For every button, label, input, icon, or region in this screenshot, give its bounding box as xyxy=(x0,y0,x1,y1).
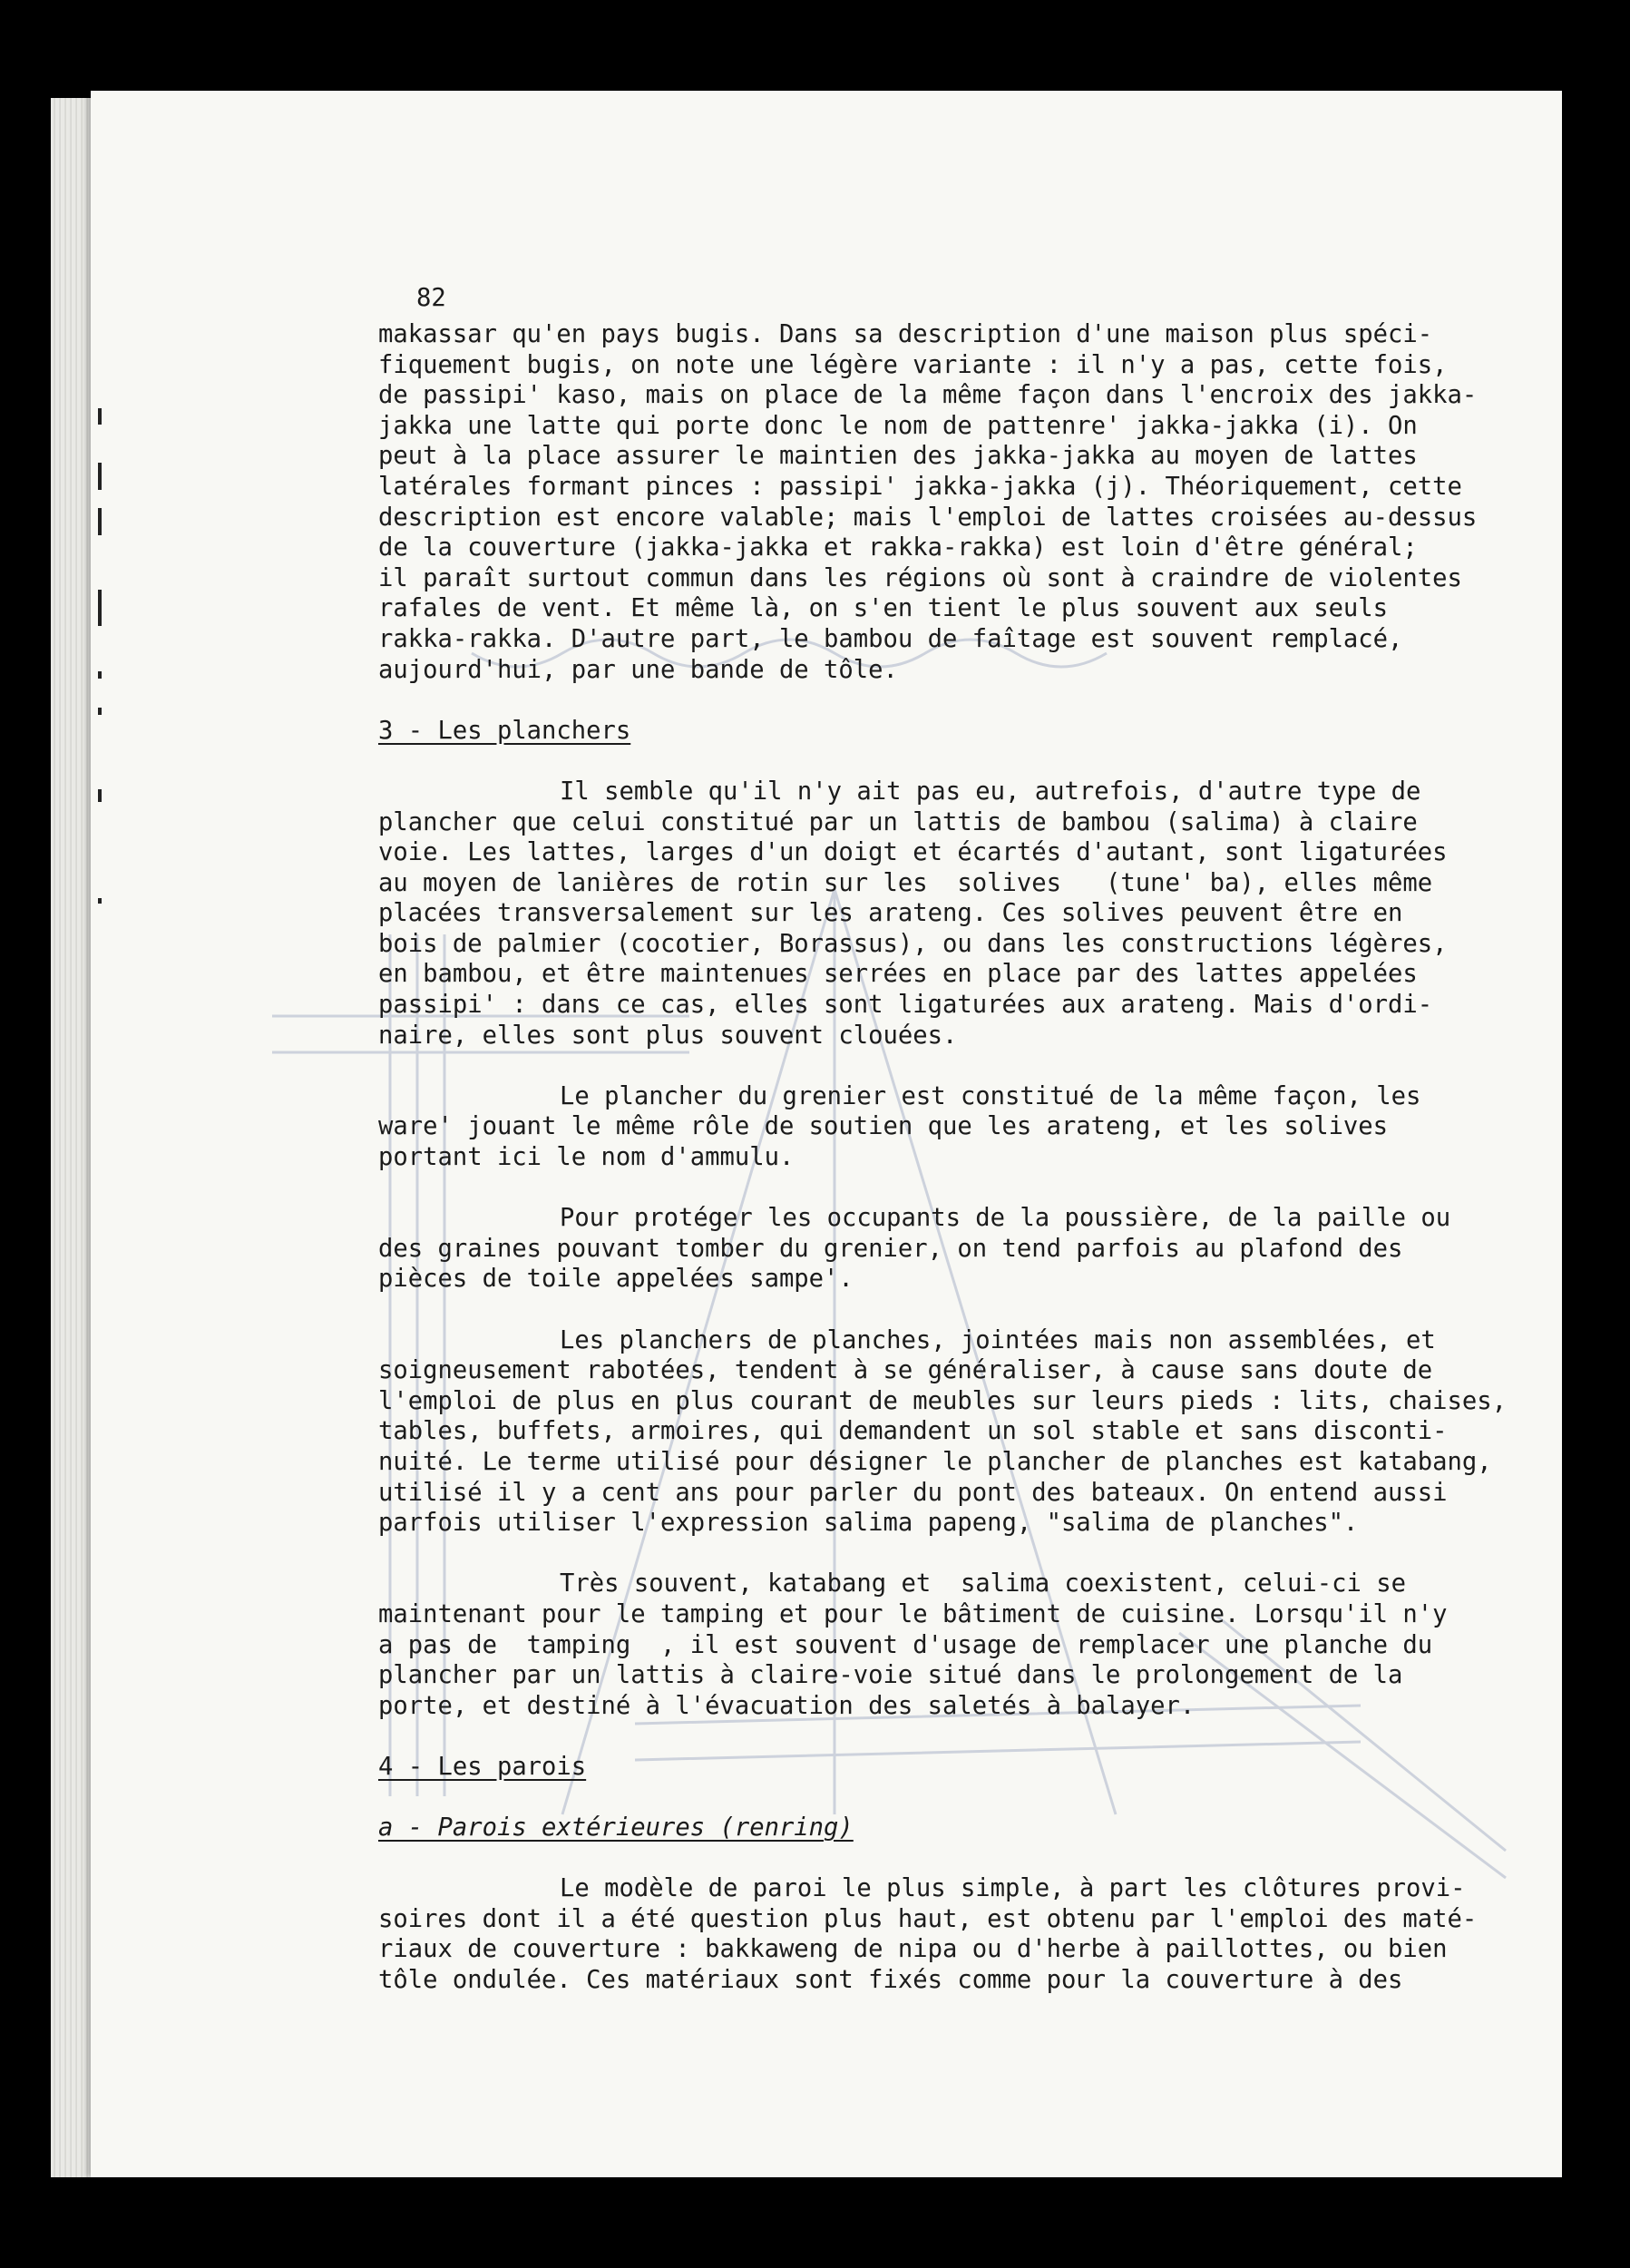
text-line: naire, elles sont plus souvent clouées. xyxy=(378,1021,958,1050)
text-line: porte, et destiné à l'évacuation des saletés à balayer. xyxy=(378,1691,1196,1720)
text-line: passipi' : dans ce cas, elles sont ligaturées aux arateng. Mais d'ordi- xyxy=(378,991,1433,1020)
text-line: Pour protéger les occupants de la poussière, de la paille ou xyxy=(560,1204,1451,1233)
text-line: Très souvent, katabang et salima coexistent, celui-ci se xyxy=(560,1569,1406,1598)
text-line: en bambou, et être maintenues serrées en place par des lattes appelées xyxy=(378,960,1418,989)
planchers-paragraph-4 xyxy=(378,1325,1507,1539)
text-line: riaux de couverture : bakkaweng de nipa ou d'herbe à paillottes, ou bien xyxy=(378,1935,1448,1964)
parois-paragraph-1 xyxy=(378,1873,1503,1995)
text-line: il paraît surtout commun dans les régions où sont à craindre de violentes xyxy=(378,563,1462,592)
text-line: ware' jouant le même rôle de soutien que les arateng, et les solives xyxy=(378,1112,1389,1141)
page-number: 82 xyxy=(416,284,446,312)
text-line: pièces de toile appelées sampe'. xyxy=(378,1265,854,1294)
intro-paragraph xyxy=(378,319,1503,685)
text-line: soires dont il a été question plus haut, est obtenu par l'emploi des maté- xyxy=(378,1904,1478,1933)
document-body xyxy=(378,319,1507,1996)
text-line: tôle ondulée. Ces matériaux sont fixés comme pour la couverture à des xyxy=(378,1966,1403,1995)
section-heading-parois: 4 - Les parois xyxy=(378,1752,587,1781)
subsection-heading-parois-exterieures: a - Parois extérieures (renring) xyxy=(378,1813,854,1843)
text-line: voie. Les lattes, larges d'un doigt et écartés d'autant, sont ligaturées xyxy=(378,838,1448,867)
text-line: latérales formant pinces : passipi' jakka-jakka (j). Théoriquement, cette xyxy=(378,472,1462,501)
text-line: makassar qu'en pays bugis. Dans sa description d'une maison plus spéci- xyxy=(378,320,1433,348)
text-line: plancher par un lattis à claire-voie situé dans le prolongement de la xyxy=(378,1661,1403,1690)
text-line: nuité. Le terme utilisé pour désigner le plancher de planches est katabang, xyxy=(378,1447,1492,1476)
text-line: rakka-rakka. D'autre part, le bambou de faîtage est souvent remplacé, xyxy=(378,624,1403,653)
text-line: fiquement bugis, on note une légère variante : il n'y a pas, cette fois, xyxy=(378,350,1448,379)
text-line: des graines pouvant tomber du grenier, on tend parfois au plafond des xyxy=(378,1234,1403,1263)
text-line: description est encore valable; mais l'emploi de lattes croisées au-dessus xyxy=(378,503,1478,532)
text-line: aujourd'hui, par une bande de tôle. xyxy=(378,655,898,684)
text-line: plancher que celui constitué par un lattis de bambou (salima) à claire xyxy=(378,807,1418,836)
text-line: au moyen de lanières de rotin sur les solives (tune' ba), elles même xyxy=(378,868,1433,897)
text-line: bois de palmier (cocotier, Borassus), ou dans les constructions légères, xyxy=(378,929,1448,958)
text-line: a pas de tamping , il est souvent d'usage de remplacer une planche du xyxy=(378,1630,1433,1659)
text-line: tables, buffets, armoires, qui demandent un sol stable et sans disconti- xyxy=(378,1417,1448,1446)
text-line: Le modèle de paroi le plus simple, à part les clôtures provi- xyxy=(560,1874,1466,1903)
text-line: portant ici le nom d'ammulu. xyxy=(378,1143,795,1172)
planchers-paragraph-5 xyxy=(378,1569,1503,1721)
planchers-paragraph-3 xyxy=(378,1203,1503,1295)
text-line: rafales de vent. Et même là, on s'en tient le plus souvent aux seuls xyxy=(378,594,1389,623)
text-line: soigneusement rabotées, tendent à se généraliser, à cause sans doute de xyxy=(378,1356,1433,1385)
planchers-paragraph-1 xyxy=(378,777,1503,1051)
text-line: utilisé il y a cent ans pour parler du pont des bateaux. On entend aussi xyxy=(378,1478,1448,1507)
planchers-paragraph-2 xyxy=(378,1081,1503,1173)
text-line: de la couverture (jakka-jakka et rakka-rakka) est loin d'être général; xyxy=(378,533,1418,562)
text-line: jakka une latte qui porte donc le nom de pattenre' jakka-jakka (i). On xyxy=(378,411,1418,440)
text-line: de passipi' kaso, mais on place de la même façon dans l'encroix des jakka- xyxy=(378,381,1478,410)
text-line: placées transversalement sur les arateng. Ces solives peuvent être en xyxy=(378,899,1403,928)
text-line: Il semble qu'il n'y ait pas eu, autrefois, d'autre type de xyxy=(560,777,1421,806)
text-line: peut à la place assurer le maintien des jakka-jakka au moyen de lattes xyxy=(378,442,1418,471)
text-line: Les planchers de planches, jointées mais non assemblées, et xyxy=(560,1325,1436,1354)
section-heading-planchers: 3 - Les planchers xyxy=(378,716,631,745)
text-line: parfois utiliser l'expression salima papeng, "salima de planches". xyxy=(378,1509,1359,1538)
text-line: maintenant pour le tamping et pour le bâtiment de cuisine. Lorsqu'il n'y xyxy=(378,1599,1448,1628)
text-line: l'emploi de plus en plus courant de meubles sur leurs pieds : lits, chaises, xyxy=(378,1386,1507,1415)
text-line: Le plancher du grenier est constitué de la même façon, les xyxy=(560,1081,1421,1110)
